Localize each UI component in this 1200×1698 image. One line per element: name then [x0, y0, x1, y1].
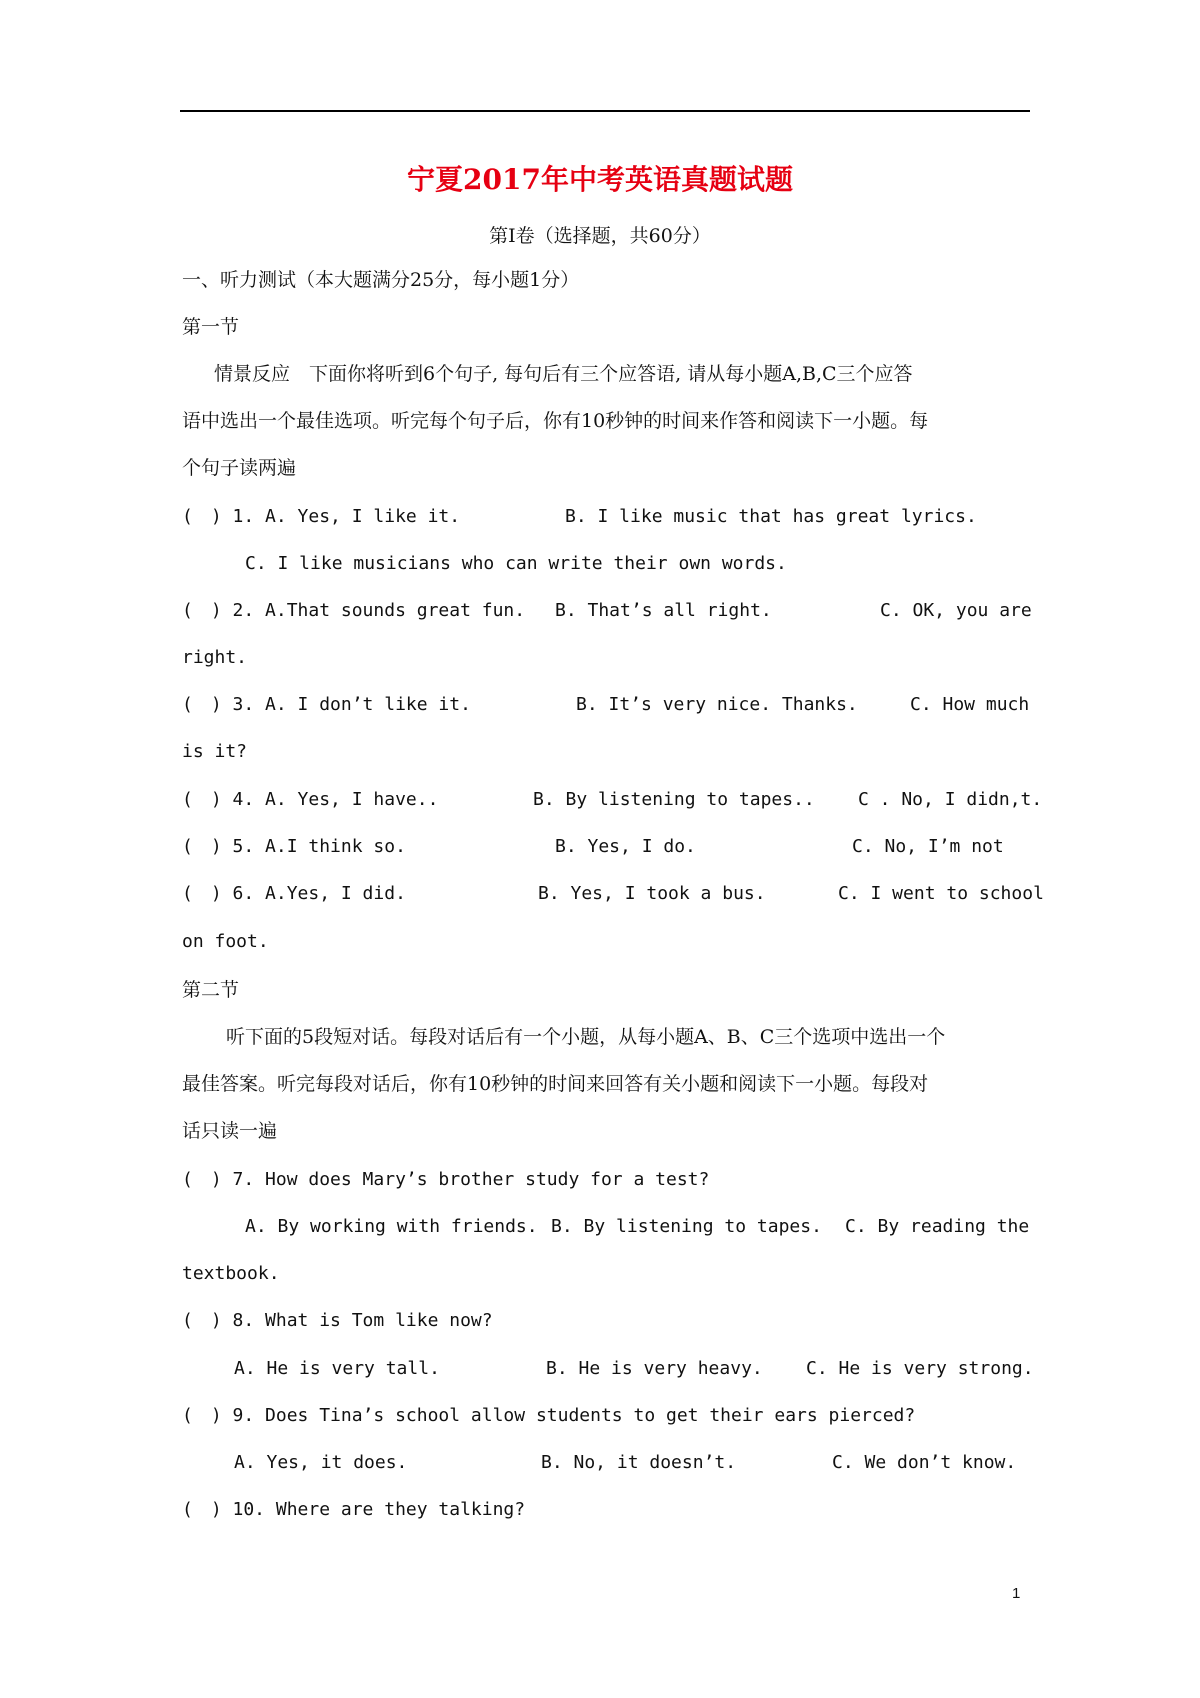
part2-instruction-line: 听下面的5段短对话。每段对话后有一个小题，从每小题A、B、C三个选项中选出一个: [226, 1026, 946, 1048]
part1-instruction-line: 情景反应 下面你将听到6个句子, 每句后有三个应答语, 请从每小题A,B,C三个应答: [214, 363, 913, 385]
question-3-option-b: B. It’s very nice. Thanks.: [576, 694, 858, 715]
part1-instruction-line: 语中选出一个最佳选项。听完每个句子后，你有10秒钟的时间来作答和阅读下一小题。每: [182, 410, 929, 432]
question-9-option-a: A. Yes, it does.: [234, 1452, 408, 1473]
part2-instruction-line: 最佳答案。听完每段对话后，你有10秒钟的时间来回答有关小题和阅读下一小题。每段对: [182, 1073, 929, 1095]
section-heading: 一、听力测试（本大题满分25分，每小题1分）: [182, 269, 580, 291]
question-7-option-a: A. By working with friends.: [245, 1216, 538, 1237]
question-4-option-b: B. By listening to tapes..: [533, 789, 815, 810]
question-4-stem: ( ) 4. A. Yes, I have..: [182, 789, 439, 810]
question-5-option-c: C. No, I’m not: [852, 836, 1004, 857]
part1-instruction-line: 个句子读两遍: [182, 457, 297, 479]
question-7-continuation: textbook.: [182, 1263, 280, 1284]
question-2-continuation: right.: [182, 647, 248, 668]
question-3-option-c: C. How much: [910, 694, 1030, 715]
question-9-option-b: B. No, it doesn’t.: [541, 1452, 737, 1473]
question-7-option-c: C. By reading the: [845, 1216, 1030, 1237]
question-1: [182, 503, 460, 531]
part2-heading: 第二节: [182, 979, 240, 1001]
question-1-option-c: C. I like musicians who can write their own words.: [245, 553, 787, 574]
question-6-option-c: C. I went to school: [838, 883, 1044, 904]
question-3-continuation: is it?: [182, 741, 248, 762]
question-6-stem: ( ) 6. A.Yes, I did.: [182, 883, 406, 904]
question-3-stem: ( ) 3. A. I don’t like it.: [182, 694, 471, 715]
question-8-option-b: B. He is very heavy.: [546, 1358, 763, 1379]
question-8-stem: ( ) 8. What is Tom like now?: [182, 1310, 493, 1331]
question-9-option-c: C. We don’t know.: [832, 1452, 1017, 1473]
document-subtitle: 第Ⅰ卷（选择题，共60分）: [489, 225, 711, 247]
question-5-stem: ( ) 5. A.I think so.: [182, 836, 406, 857]
question-5-option-b: B. Yes, I do.: [555, 836, 696, 857]
part1-heading: 第一节: [182, 316, 240, 338]
question-2-option-b: B. That’s all right.: [555, 600, 772, 621]
document-title: 宁夏2017年中考英语真题试题: [407, 163, 793, 196]
question-1-option-b: B. I like music that has great lyrics.: [565, 506, 977, 527]
question-4-option-c: C . No, I didn,t.: [858, 789, 1043, 810]
question-8-option-a: A. He is very tall.: [234, 1358, 440, 1379]
question-8-option-c: C. He is very strong.: [806, 1358, 1034, 1379]
question-7-stem: ( ) 7. How does Mary’s brother study for a test?: [182, 1169, 710, 1190]
header-rule: [180, 110, 1030, 112]
question-9-stem: ( ) 9. Does Tina’s school allow students to get their ears pierced?: [182, 1405, 916, 1426]
question-7-option-b: B. By listening to tapes.: [551, 1216, 822, 1237]
question-6-option-b: B. Yes, I took a bus.: [538, 883, 766, 904]
page-number: 1: [1012, 1585, 1021, 1602]
question-1-stem: ( ) 1. A. Yes, I like it.: [182, 506, 461, 527]
part2-instruction-line: 话只读一遍: [182, 1120, 278, 1142]
question-10-stem: ( ) 10. Where are they talking?: [182, 1499, 526, 1520]
question-2-option-c: C. OK, you are: [880, 600, 1032, 621]
question-6-continuation: on foot.: [182, 931, 269, 952]
question-2-stem: ( ) 2. A.That sounds great fun.: [182, 600, 526, 621]
